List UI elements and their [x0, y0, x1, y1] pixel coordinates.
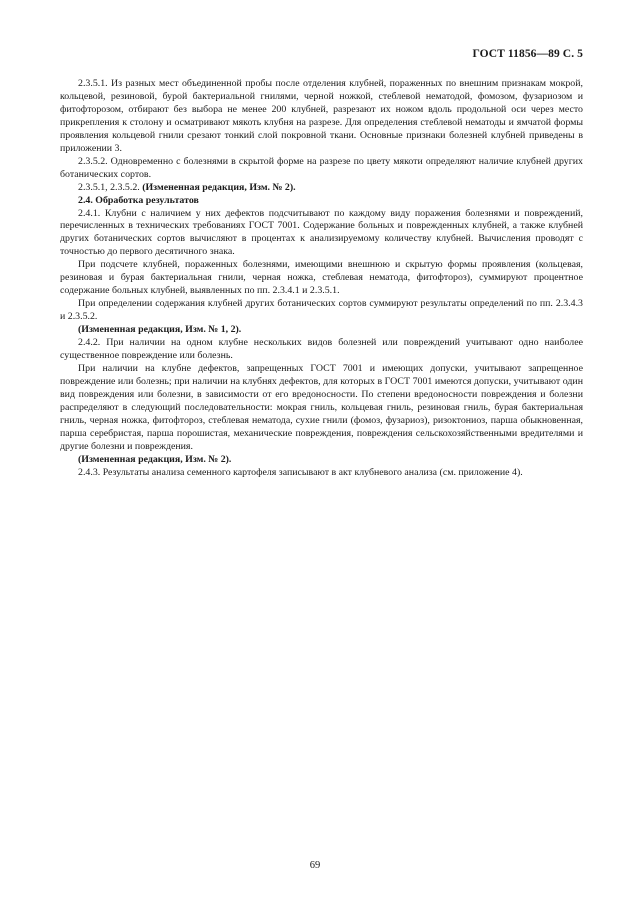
paragraph-2-4-2: 2.4.2. При наличии на одном клубне нескольких видов болезней или повреждений учитывают одно наиболее существенное повреждение или болезнь. — [60, 337, 583, 362]
paragraph-2-4-2-b: При наличии на клубне дефектов, запрещенных ГОСТ 7001 и имеющих допуски, учитывают запрещенное повреждение или болезнь; при наличии на клубнях дефектов, для которых в ГОСТ 7001 имеются допуски, учитывают один вид повреждения или болезни, в зависимости от его вредоносности. По степени вредоносности повреждения и болезни распределяют в следующий последовательности: мокрая гниль, кольцевая гниль, резиновая гниль, бурая бактериальная гниль, черная ножка, фитофтороз, стеблевая нематода, сухие гнили (фомоз, фузариоз), ризоктониоз, парша обыкновенная, парша серебристая, парша порошистая, механические повреждения, повреждения сельскохозяйственными вредителями и другие болезни и повреждения. — [60, 362, 583, 452]
paragraph-2-3-5-2: 2.3.5.2. Одновременно с болезнями в скрытой форме на разрезе по цвету мякоти определяют наличие клубней других ботанических сортов. — [60, 155, 583, 180]
paragraph-2-4-1: 2.4.1. Клубни с наличием у них дефектов подсчитывают по каждому виду поражения болезнями и повреждений, перечисленных в технических требованиях ГОСТ 7001. Содержание больных и поврежденных клубней, а также клубней других ботанических сортов вычисляют в процентах к анализируемому количеству клубней. Вычисления проводят с точностью до первого десятичного знака. — [60, 207, 583, 258]
paragraph-2-4-1-c: При определении содержания клубней других ботанических сортов суммируют результаты определений по пп. 2.3.4.3 и 2.3.5.2. — [60, 298, 583, 323]
paragraph-2-3-5-1: 2.3.5.1. Из разных мест объединенной пробы после отделения клубней, пораженных по внешним признакам мокрой, кольцевой, резиновой, бурой бактериальной гнилями, черной ножкой, стеблевой нематодой, фомозом, фузариозом и фитофторозом, отбирают без выбора не менее 200 клубней, разрезают их ножом вдоль продольной оси через место прикрепления к столону и осматривают мякоть клубня на разрезе. Для определения стеблевой нематоды и ямчатой формы проявления кольцевой гнили срезают тонкий слой покровной ткани. Основные признаки болезней клубней приведены в приложении 3. — [60, 78, 583, 154]
amendment-note-2-4-1: (Измененная редакция, Изм. № 1, 2). — [78, 324, 242, 336]
paragraph-2-4-3: 2.4.3. Результаты анализа семенного картофеля записывают в акт клубневого анализа (см. приложение 4). — [78, 466, 523, 478]
amendment-clauses: 2.3.5.1, 2.3.5.2. — [78, 181, 140, 193]
document-body — [60, 78, 583, 480]
paragraph-2-4-1-b: При подсчете клубней, пораженных болезнями, имеющими внешнюю и скрытую формы проявления (кольцевая, резиновая и бурая бактериальная гнили, черная ножка, стеблевая нематода, фитофтороз), суммируют процентное содержание больных клубней, выявленных по пп. 2.3.4.1 и 2.3.5.1. — [60, 259, 583, 297]
amendment-note-2-4-2: (Измененная редакция, Изм. № 2). — [78, 453, 232, 465]
page-number: 69 — [309, 860, 321, 871]
running-header: ГОСТ 11856—89 С. 5 — [472, 48, 583, 60]
amendment-note-2-3-5 — [60, 182, 583, 195]
section-heading-2-4: 2.4. Обработка результатов — [78, 194, 199, 206]
amendment-label: (Измененная редакция, Изм. № 2). — [142, 181, 296, 193]
